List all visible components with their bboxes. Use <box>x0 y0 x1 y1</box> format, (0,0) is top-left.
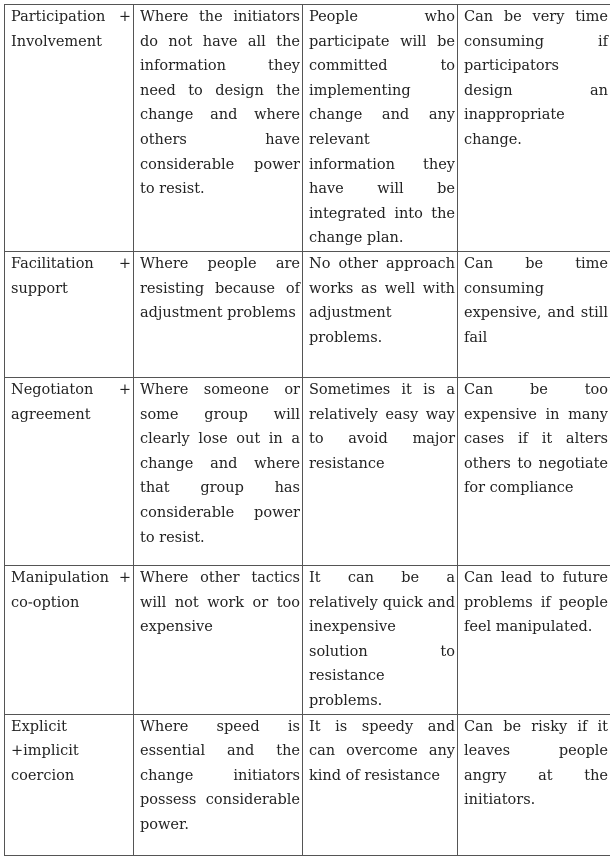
advantages-cell: No other approach works as well with adjustment problems. <box>303 251 458 377</box>
table-row <box>5 5 610 252</box>
drawbacks-cell: Can be very time consuming if participators design an inappropriate change. <box>458 5 610 252</box>
drawbacks-cell: Can lead to future problems if people feel manipulated. <box>458 565 610 714</box>
situation-cell: Where speed is essential and the change initiators possess considerable power. <box>134 714 303 855</box>
approach-cell: Manipulation + co-option <box>5 565 134 714</box>
approach-cell: Participation + Involvement <box>5 5 134 252</box>
table-row <box>5 565 610 714</box>
situation-cell: Where people are resisting because of adjustment problems <box>134 251 303 377</box>
advantages-cell: It is speedy and can overcome any kind of resistance <box>303 714 458 855</box>
change-approaches-table <box>4 4 610 856</box>
situation-cell: Where other tactics will not work or too expensive <box>134 565 303 714</box>
table-row <box>5 251 610 377</box>
advantages-cell: People who participate will be committed to implementing change and any relevant information they have will be integrated into the change plan. <box>303 5 458 252</box>
situation-cell: Where someone or some group will clearly lose out in a change and where that group has considerable power to resist. <box>134 377 303 565</box>
advantages-cell: It can be a relatively quick and inexpensive solution to resistance problems. <box>303 565 458 714</box>
drawbacks-cell: Can be risky if it leaves people angry at the initiators. <box>458 714 610 855</box>
table-row <box>5 377 610 565</box>
drawbacks-cell: Can be time consuming expensive, and still fail <box>458 251 610 377</box>
approach-cell: Negotiaton + agreement <box>5 377 134 565</box>
situation-cell: Where the initiators do not have all the information they need to design the change and where others have considerable power to resist. <box>134 5 303 252</box>
approach-cell: Facilitation + support <box>5 251 134 377</box>
approach-cell: Explicit +implicit coercion <box>5 714 134 855</box>
drawbacks-cell: Can be too expensive in many cases if it alters others to negotiate for compliance <box>458 377 610 565</box>
advantages-cell: Sometimes it is a relatively easy way to avoid major resistance <box>303 377 458 565</box>
